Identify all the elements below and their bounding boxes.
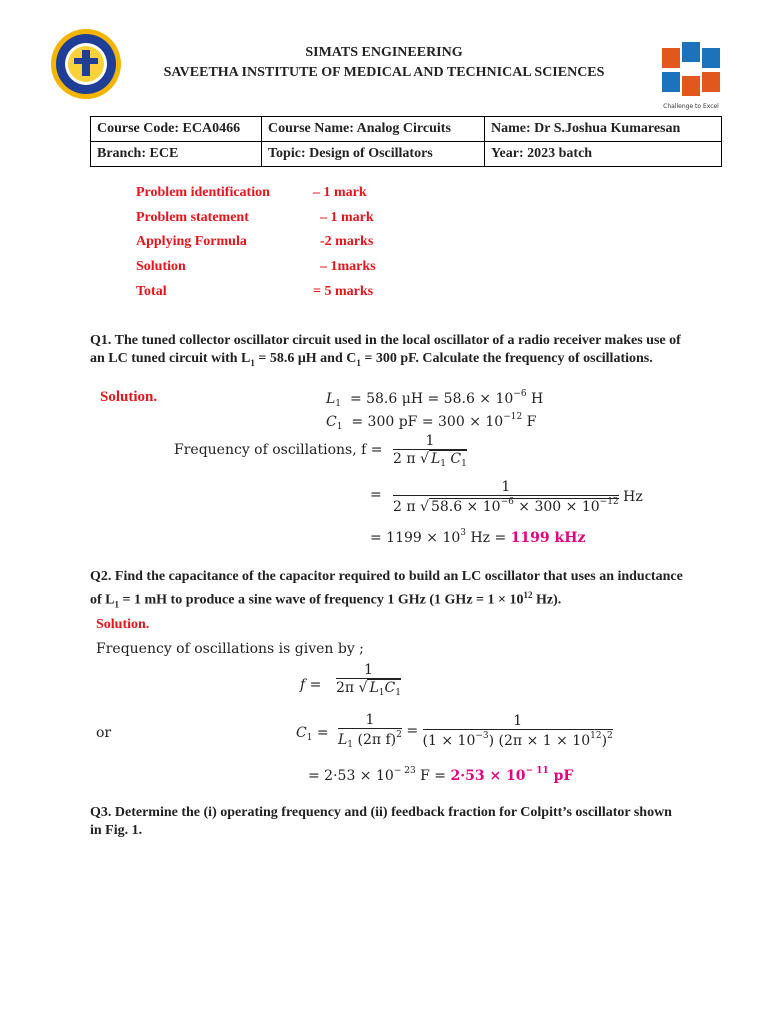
question-2: [90, 568, 730, 613]
question-3: [90, 804, 730, 840]
marks-value: -2 marks: [320, 234, 374, 249]
year-cell: Year: 2023 batch: [485, 142, 722, 167]
question-1: [90, 332, 730, 372]
q1-line-2: an LC tuned circuit with $L_1 = 58.6$ μH and $C_1 = 300$ pF. Calculate the frequency of oscillations.: [90, 351, 653, 368]
table-row: [91, 142, 722, 167]
q1-answer: 1199 kHz: [510, 530, 586, 546]
q1-solution-label: Solution.: [100, 389, 158, 405]
q2-f-symbol: f =: [300, 677, 322, 693]
marks-label: Problem identification: [136, 185, 270, 200]
q2-answer: $2\cdot 53 \times 10^{- 11}$ pF: [450, 766, 574, 784]
q1-fraction-2: $\frac{1}{2 \pi √ 58.6 \times 10^{-6} \times 300 \times 10^{-12}}$ Hz: [393, 479, 643, 515]
marks-value: – 1marks: [320, 259, 376, 274]
q1-line-1: Q1. The tuned collector oscillator circuit used in the local oscillator of a radio receiver makes use of: [90, 333, 681, 348]
q1-fraction-1: $\frac{1}{2 \pi √ L_1 C_1}$: [393, 433, 467, 469]
marks-value: – 1 mark: [313, 185, 367, 200]
marks-label: Solution: [136, 259, 186, 274]
q2-result: = $2\cdot 53 \times 10^{- 23}$ $F = 2\cdot 53 \times 10^{- 11}$ pF: [308, 766, 574, 784]
course-code-cell: Course Code: ECA0466: [91, 117, 262, 142]
marks-label: Total: [136, 284, 167, 299]
branch-cell: Branch: ECE: [91, 142, 262, 167]
q2-c1-symbol: $C_1$ =: [296, 725, 329, 743]
q2-fraction-c1: $\frac{1}{L_1 (2\pi f)^2}$ = $\frac{1}{(1 \times 10^{-3}) (2\pi \times 1 \times 10^{12})^2}$: [338, 712, 613, 750]
marks-label: Applying Formula: [136, 234, 247, 249]
logo-tagline: Challenge to Excel: [663, 103, 719, 110]
q2-solution-label: Solution.: [96, 617, 150, 632]
q1-eq-C1: $C_1 = 300$ pF = $300 \times 10^{-12}$ F: [326, 412, 537, 432]
q2-or: or: [96, 725, 112, 741]
q1-eq-L1: $L_1 = 58.6$ $\mu H = 58.6 \times 10^{-6}$ H: [326, 389, 544, 409]
marks-label: Problem statement: [136, 210, 249, 225]
marks-value: = 5 marks: [313, 284, 374, 299]
table-row: [91, 117, 722, 142]
header-subtitle: SAVEETHA INSTITUTE OF MEDICAL AND TECHNICAL SCIENCES: [163, 65, 605, 80]
q3-line-1: Q3. Determine the (i) operating frequency and (ii) feedback fraction for Colpitt’s oscillator shown: [90, 805, 672, 820]
q3-line-2: in Fig. 1.: [90, 823, 143, 838]
header-title: SIMATS ENGINEERING: [305, 45, 463, 60]
q2-given: Frequency of oscillations is given by ;: [96, 641, 364, 657]
course-info-table: [90, 116, 722, 167]
topic-cell: Topic: Design of Oscillators: [262, 142, 485, 167]
q2-line-2: of $L_1 = 1$ mH to produce a sine wave of frequency 1 GHz (1 GHz = $1 \times 10^{12}$ Hz).: [90, 590, 562, 610]
q1-result: = $1199 \times 10^3$ Hz = 1199 kHz: [370, 528, 586, 546]
marks-value: – 1 mark: [320, 210, 374, 225]
institute-seal-logo: [50, 28, 122, 100]
name-cell: Name: Dr S.Joshua Kumaresan: [485, 117, 722, 142]
q1-freq-label: Frequency of oscillations, f =: [174, 442, 383, 458]
course-name-cell: Course Name: Analog Circuits: [262, 117, 485, 142]
q2-fraction-f: $\frac{1}{2\pi √ L_1C_1}$: [336, 662, 401, 698]
q2-line-1: Q2. Find the capacitance of the capacitor required to build an LC oscillator that uses an inductance: [90, 569, 683, 584]
